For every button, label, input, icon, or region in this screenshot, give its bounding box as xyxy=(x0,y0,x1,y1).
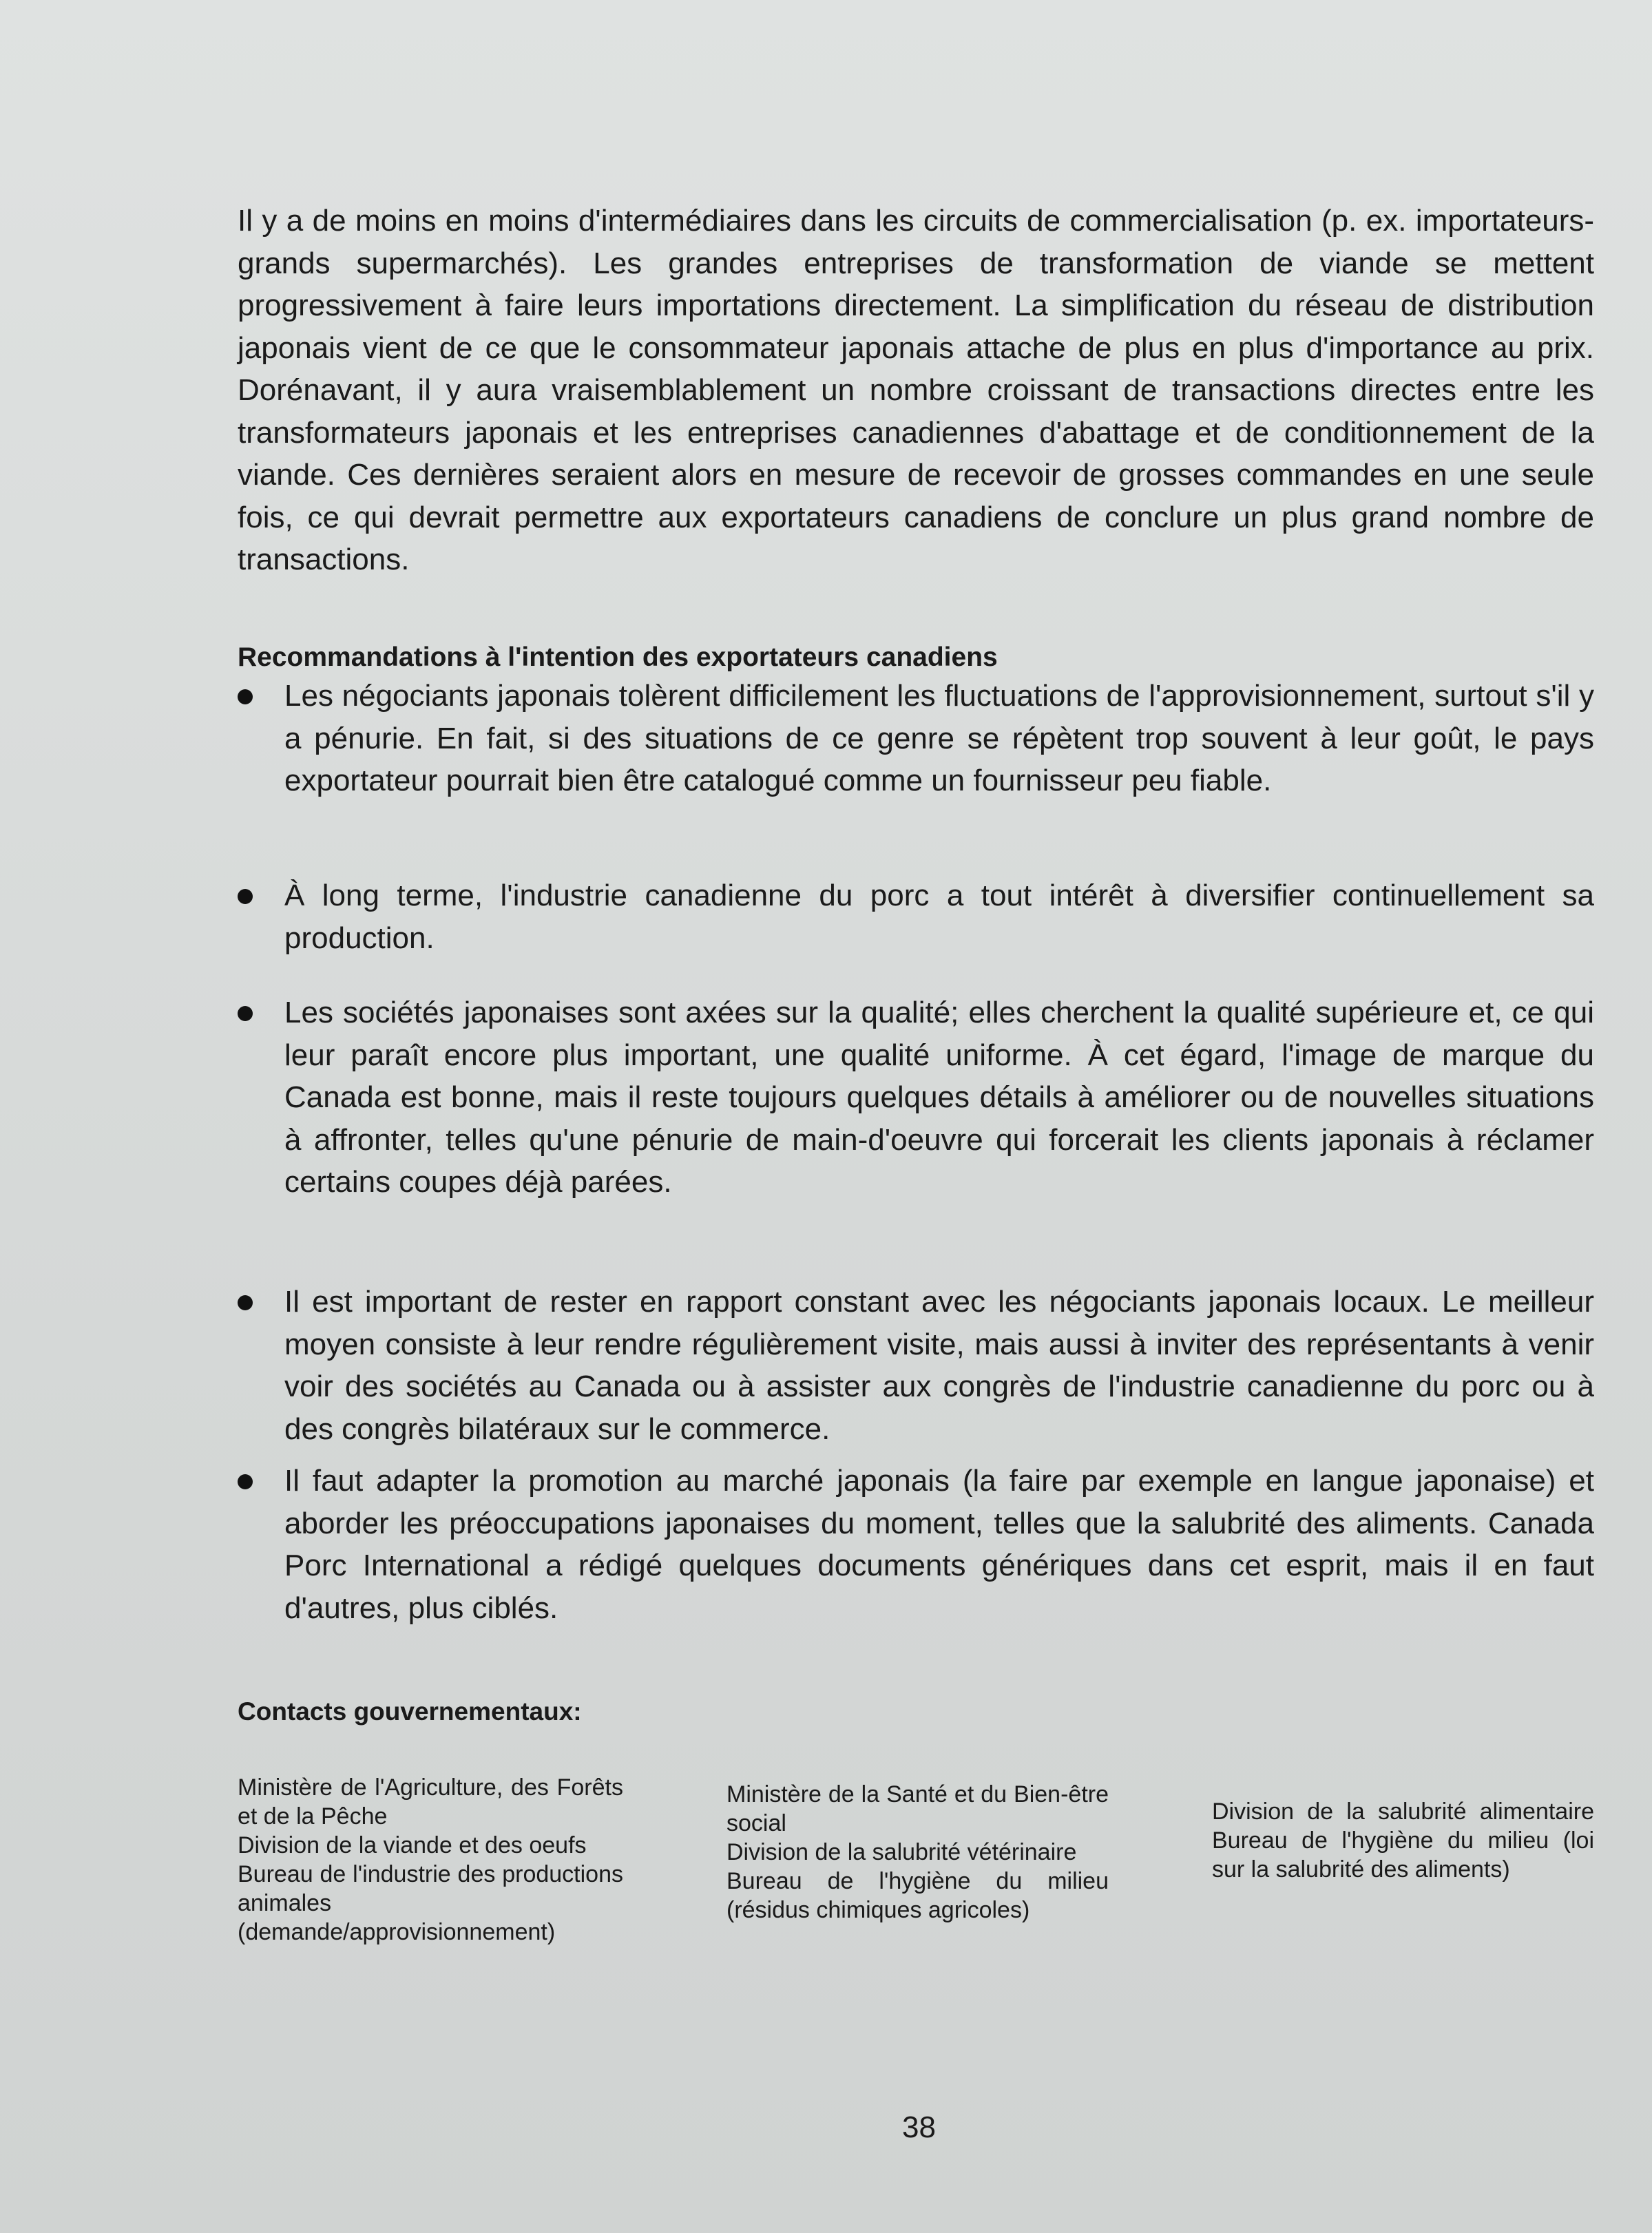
page-content xyxy=(238,200,1594,1945)
recommendations-heading: Recommandations à l'intention des exportateurs canadiens xyxy=(238,642,998,672)
contact-line: Division de la salubrité alimentaire Bureau de l'hygiène du milieu (loi sur la salubrité des aliments) xyxy=(1212,1799,1594,1883)
bullet-icon xyxy=(238,689,253,704)
page-number: 38 xyxy=(902,2110,936,2144)
bullet-icon xyxy=(238,1474,253,1489)
bullet-icon xyxy=(238,889,253,904)
contacts-title: Contacts gouvernementaux: xyxy=(238,1697,582,1726)
list-item: Les sociétés japonaises sont axées sur la qualité; elles cherchent la qualité supérieure et, ce qui leur paraît encore plus important, une qualité uniforme. À cet égard, l'image de marque du Canada est bonne, mais il reste toujours quelques détails à améliorer ou de nouvelles situations à affronter, telles qu'une pénurie de main-d'oeuvre qui forcerait les clients japonais à réclamer certains coupes déjà parées. xyxy=(238,992,1594,1204)
contact-line: Bureau de l'industrie des productions animales (demande/approvisionnement) xyxy=(238,1861,623,1945)
contacts-column-sante xyxy=(726,1780,1109,1925)
list-item: Les négociants japonais tolèrent difficilement les fluctuations de l'approvisionnement, surtout s'il y a pénurie. En fait, si des situations de ce genre se répètent trop souvent à leur goût, le pays exportateur pourrait bien être catalogué comme un fournisseur peu fiable. xyxy=(238,675,1594,802)
contact-line: Bureau de l'hygiène du milieu (résidus chimiques agricoles) xyxy=(726,1868,1109,1923)
list-item: Il est important de rester en rapport constant avec les négociants japonais locaux. Le meilleur moyen consiste à leur rendre régulièrement visite, mais aussi à inviter des représentants à venir voir des sociétés au Canada ou à assister aux congrès de l'industrie canadienne du porc ou à des congrès bilatéraux sur le commerce. xyxy=(238,1281,1594,1450)
contact-line: Division de la salubrité vétérinaire xyxy=(726,1839,1077,1865)
contacts-column-salubrite xyxy=(1212,1797,1594,1884)
contact-line: Division de la viande et des oeufs xyxy=(238,1832,587,1858)
list-item: À long terme, l'industrie canadienne du porc a tout intérêt à diversifier continuellement sa production. xyxy=(238,874,1594,959)
bullet-icon xyxy=(238,1006,253,1021)
intro-paragraph: Il y a de moins en moins d'intermédiaires dans les circuits de commercialisation (p. ex. importateurs-grands supermarchés). Les grandes entreprises de transformation de viande se mettent progressivement à faire leurs importations directement. La simplification du réseau de distribution japonais vient de ce que le consommateur japonais attache de plus en plus d'importance au prix. Dorénavant, il y aura vraisemblablement un nombre croissant de transactions directes entre les transformateurs japonais et les entreprises canadiennes d'abattage et de conditionnement de la viande. Ces dernières seraient alors en mesure de recevoir de grosses commandes en une seule fois, ce qui devrait permettre aux exportateurs canadiens de conclure un plus grand nombre de transactions. xyxy=(238,204,1594,576)
bullet-icon xyxy=(238,1295,253,1310)
contacts-column-agriculture xyxy=(238,1773,623,1947)
list-item: Il faut adapter la promotion au marché japonais (la faire par exemple en langue japonaise) et aborder les préoccupations japonaises du moment, telles que la salubrité des aliments. Canada Porc International a rédigé quelques documents génériques dans cet esprit, mais il en faut d'autres, plus ciblés. xyxy=(238,1460,1594,1629)
contact-line: Ministère de la Santé et du Bien-être social xyxy=(726,1781,1109,1836)
contact-line: Ministère de l'Agriculture, des Forêts et de la Pêche xyxy=(238,1774,623,1830)
